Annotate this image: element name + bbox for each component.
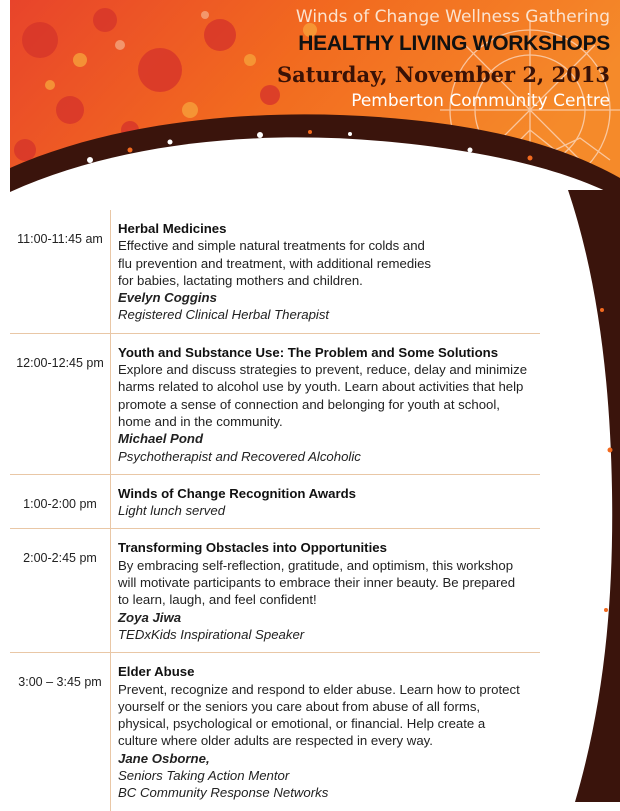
session-row (10, 210, 540, 334)
session-description-line: culture where older adults are respected in every way. (118, 733, 433, 749)
session-description-line: Prevent, recognize and respond to elder abuse. Learn how to protect (118, 681, 520, 697)
session-time: 12:00-12:45 pm (16, 355, 104, 370)
header-banner (10, 0, 620, 200)
session-details (110, 334, 540, 474)
session-row (10, 334, 540, 475)
session-description-line: physical, psychological or emotional, or financial. Help create a (118, 716, 486, 732)
session-description-line: Effective and simple natural treatments for colds and (118, 238, 425, 254)
decorative-right-arc (540, 190, 620, 802)
session-title: Transforming Obstacles into Opportunities (118, 540, 387, 556)
event-venue: Pemberton Community Centre (351, 91, 610, 111)
session-description-line: will motivate participants to embrace their inner beauty. Be prepared (118, 575, 516, 591)
speaker-role: TEDxKids Inspirational Speaker (118, 626, 305, 642)
session-title: Winds of Change Recognition Awards (118, 485, 356, 501)
session-description-line: to learn, laugh, and feel confident! (118, 592, 317, 608)
session-description-line: promote a sense of connection and belonging for youth at school, (118, 396, 500, 412)
session-details (110, 653, 540, 810)
session-title: Herbal Medicines (118, 221, 227, 236)
session-speaker: Jane Osborne, (118, 750, 210, 766)
session-speaker: Michael Pond (118, 431, 203, 447)
speaker-role: Psychotherapist and Recovered Alcoholic (118, 448, 361, 464)
session-time: 2:00-2:45 pm (23, 551, 97, 566)
event-name: Winds of Change Wellness Gathering (295, 7, 610, 27)
session-details (110, 210, 540, 333)
session-description-line: harms related to alcohol use by youth. Learn about activities that help (118, 379, 524, 395)
session-description-line: flu prevention and treatment, with additional remedies (118, 255, 432, 271)
session-description-line: for babies, lactating mothers and children. (118, 272, 363, 288)
session-time: 3:00 – 3:45 pm (18, 675, 102, 690)
session-speaker: Evelyn Coggins (118, 290, 217, 306)
session-title: Youth and Substance Use: The Problem and Some Solutions (118, 344, 499, 360)
session-description-line: Explore and discuss strategies to prevent, reduce, delay and minimize (118, 362, 528, 378)
session-description-line: yourself or the seniors you care about from abuse of all forms, (118, 698, 481, 714)
session-speaker: Zoya Jiwa (118, 609, 182, 625)
session-description-line: By embracing self-reflection, gratitude, and optimism, this workshop (118, 557, 514, 573)
workshop-schedule (10, 210, 540, 811)
session-details (110, 529, 540, 652)
session-time: 1:00-2:00 pm (23, 496, 97, 511)
speaker-role: BC Community Response Networks (118, 785, 329, 801)
session-note: Light lunch served (118, 503, 226, 519)
session-description-line: home and in the community. (118, 413, 283, 429)
page-title: HEALTHY LIVING WORKSHOPS (298, 32, 610, 55)
speaker-role: Registered Clinical Herbal Therapist (118, 307, 330, 323)
event-date: Saturday, November 2, 2013 (277, 62, 610, 87)
speaker-role: Seniors Taking Action Mentor (118, 768, 290, 784)
session-row (10, 529, 540, 653)
session-row (10, 653, 540, 810)
session-row (10, 475, 540, 530)
session-time: 11:00-11:45 am (17, 232, 103, 246)
session-title: Elder Abuse (118, 664, 195, 680)
session-details (110, 475, 540, 529)
